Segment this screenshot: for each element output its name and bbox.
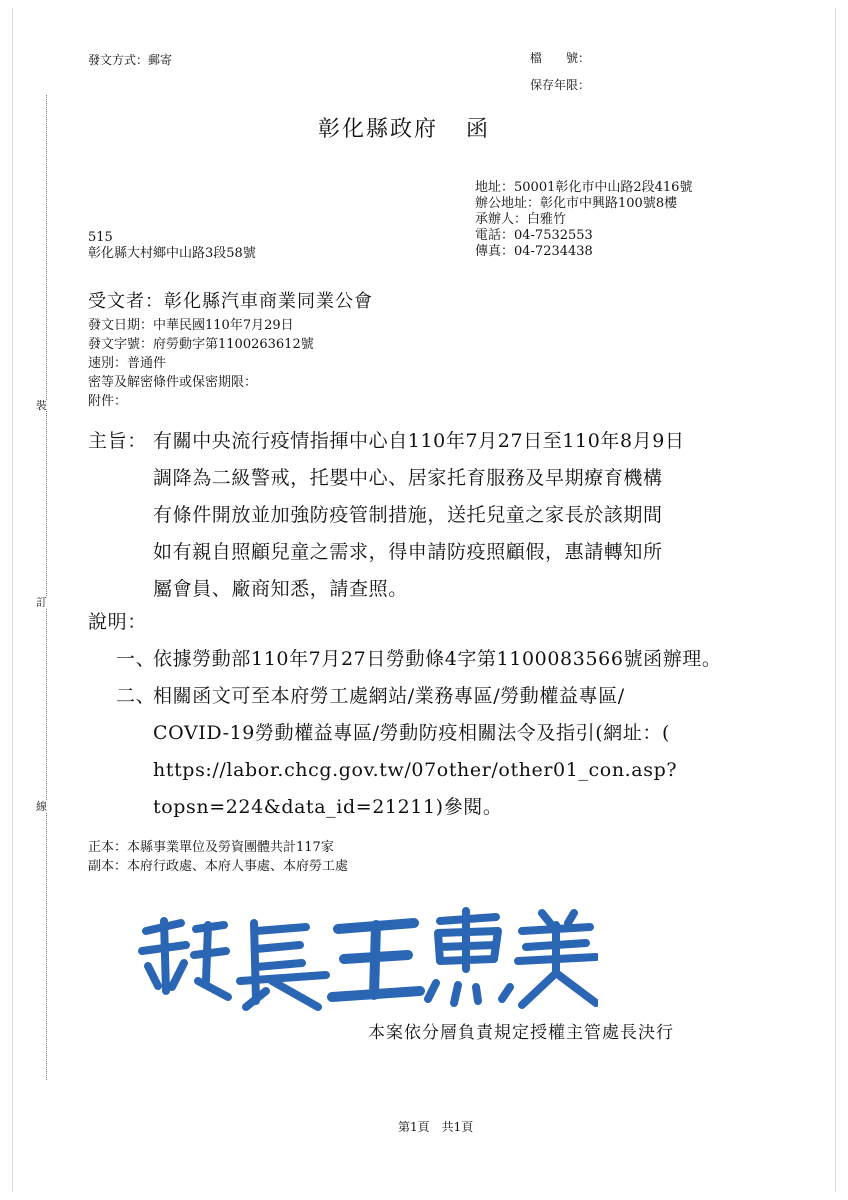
binding-mark-ding: 訂	[36, 596, 47, 609]
explanation-item-1-marker: 一、	[116, 648, 156, 670]
recipient-label: 受文者：	[88, 291, 164, 312]
binding-line	[46, 95, 47, 1080]
signature-glyph	[240, 923, 326, 1007]
recipient-postal-code: 515	[88, 230, 113, 245]
explanation-item-1-text: 依據勞動部110年7月27日勞動條4字第1100083566號函辦理。	[153, 648, 722, 670]
office-address: 辦公地址：彰化市中興路100號8樓	[475, 196, 678, 211]
document-title	[318, 112, 490, 143]
distribution-copy: 副本：本府行政處、本府人事處、本府勞工處	[88, 859, 349, 874]
page-number: 第1頁 共1頁	[398, 1120, 474, 1134]
subject-body	[153, 423, 685, 608]
file-number: 檔 號：	[530, 51, 591, 65]
binding-mark-zhuang: 裝	[36, 399, 47, 412]
attachments: 附件：	[88, 394, 128, 409]
signature-glyph	[518, 913, 596, 1005]
fax: 傳真：04-7234438	[475, 244, 593, 259]
explanation-item-2-line: topsn=224&data_id=21211)參閱。	[153, 796, 503, 818]
document-type: 函	[466, 117, 491, 142]
signature-glyph	[428, 911, 510, 1003]
subject-line: 調降為二級警戒，托嬰中心、居家托育服務及早期療育機構	[153, 467, 663, 489]
recipient	[88, 287, 373, 313]
sender-address: 地址：50001彰化市中山路2段416號	[475, 180, 693, 195]
explanation-item-2-line: https://labor.chcg.gov.tw/07other/other01_con.asp?	[153, 759, 678, 781]
explanation-item-2-line: 相關函文可至本府勞工處網站/業務專區/勞動權益專區/	[153, 685, 625, 707]
classification: 密等及解密條件或保密期限：	[88, 375, 258, 390]
distribution-original: 正本：本縣事業單位及勞資團體共計117家	[88, 840, 334, 855]
retention-period: 保存年限：	[530, 78, 591, 92]
subject-line: 有條件開放並加強防疫管制措施，送托兒童之家長於該期間	[153, 504, 663, 526]
agency-name: 彰化縣政府	[318, 117, 439, 142]
doc-number: 發文字號：府勞動字第1100263612號	[88, 337, 314, 352]
delivery-method: 發文方式：郵寄	[88, 53, 173, 67]
explanation-item-2-line: COVID-19勞動權益專區/勞動防疫相關法令及指引(網址：(	[153, 722, 671, 744]
recipient-name: 彰化縣汽車商業同業公會	[164, 291, 373, 312]
signature-stamp	[128, 903, 598, 1013]
explanation-label: 說明：	[88, 611, 147, 633]
explanation-item-2-marker: 二、	[116, 685, 156, 707]
binding-mark-xian: 線	[36, 800, 47, 813]
subject-line: 如有親自照顧兒童之需求，得申請防疫照顧假，惠請轉知所	[153, 541, 663, 563]
explanation-item-2-body	[153, 678, 677, 826]
meta-fields	[88, 318, 314, 413]
sender-info	[475, 180, 692, 260]
phone: 電話：04-7532553	[475, 228, 593, 243]
signature-glyph	[142, 921, 228, 997]
handler: 承辦人：白雅竹	[475, 212, 567, 227]
speed: 速別：普通件	[88, 356, 167, 371]
recipient-street: 彰化縣大村鄉中山路3段58號	[88, 246, 256, 261]
subject-line: 有關中央流行疫情指揮中心自110年7月27日至110年8月9日	[153, 430, 685, 452]
delegation-note: 本案依分層負責規定授權主管處長決行	[368, 1023, 674, 1043]
signature-glyph	[332, 923, 420, 997]
subject-line: 屬會員、廠商知悉，請查照。	[153, 578, 408, 600]
subject-label: 主旨：	[88, 430, 147, 452]
issue-date: 發文日期：中華民國110年7月29日	[88, 318, 294, 333]
